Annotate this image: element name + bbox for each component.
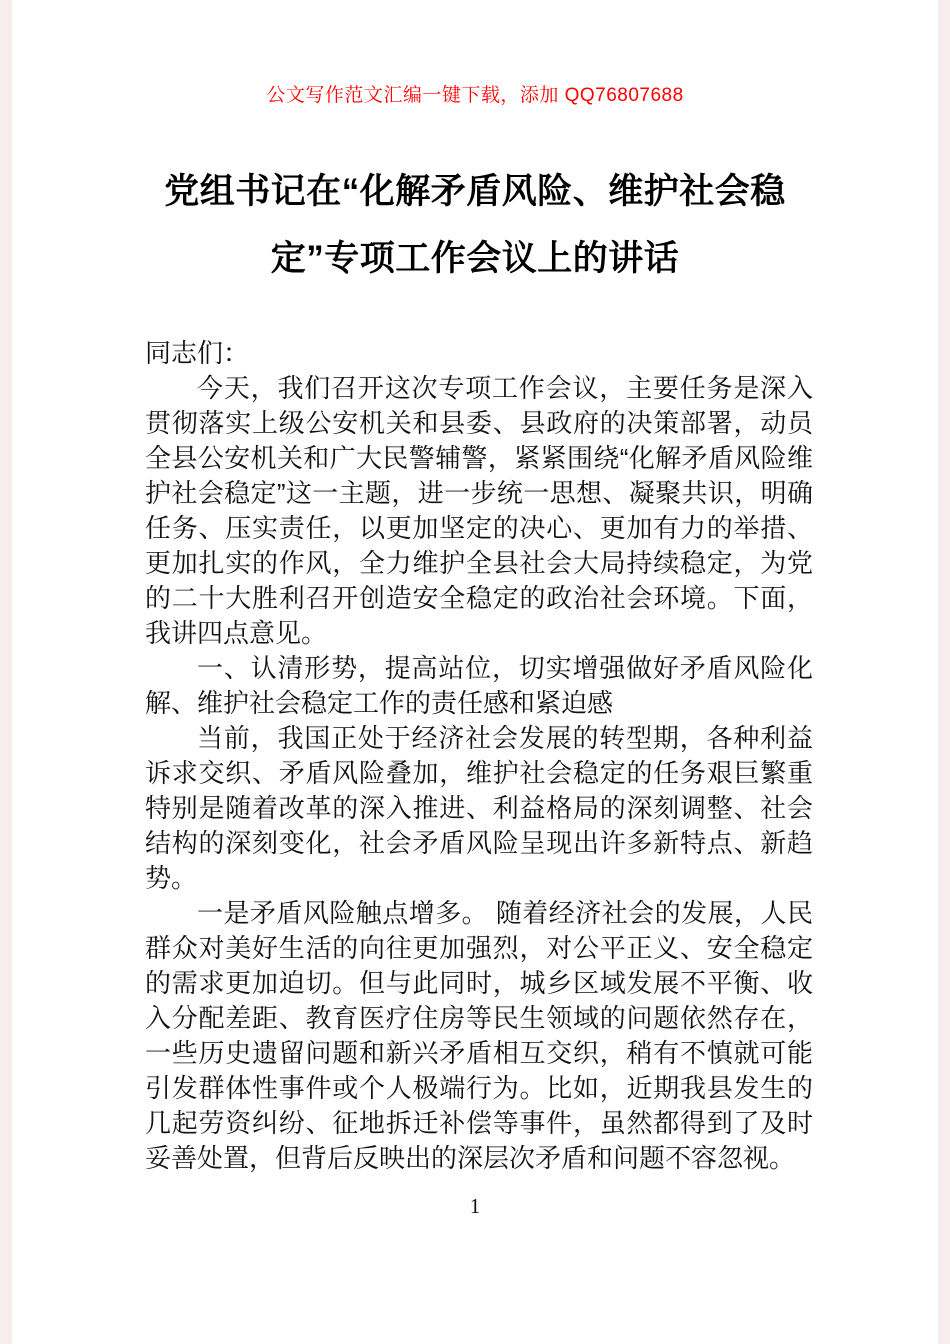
body-paragraph: 一是矛盾风险触点增多。 随着经济社会的发展，人民群众对美好生活的向往更加强烈，对公平正义、安全稳定的需求更加迫切。但与此同时，城乡区域发展不平衡、收入分配差距、教育医疗住房等民生领域的问题依然存在，一些历史遗留问题和新兴矛盾相互交织，稍有不慎就可能引发群体性事件或个人极端行为。比如，近期我县发生的几起劳资纠纷、征地拆迁补偿等事件，虽然都得到了及时妥善处置，但背后反映出的深层次矛盾和问题不容忽视。 (145, 898, 813, 1173)
body-paragraph: 今天，我们召开这次专项工作会议，主要任务是深入贯彻落实上级公安机关和县委、县政府的决策部署，动员全县公安机关和广大民警辅警，紧紧围绕“化解矛盾风险维护社会稳定”这一主题，进一步统一思想、凝聚共识，明确任务、压实责任，以更加坚定的决心、更加有力的举措、更加扎实的作风，全力维护全县社会大局持续稳定，为党的二十大胜利召开创造安全稳定的政治社会环境。下面，我讲四点意见。 (145, 373, 813, 648)
section-heading-paragraph: 一、认清形势，提高站位，切实增强做好矛盾风险化解、维护社会稳定工作的责任感和紧迫感 (145, 653, 813, 718)
salutation-paragraph: 同志们： (145, 338, 250, 368)
document-title: 党组书记在“化解矛盾风险、维护社会稳定”专项工作会议上的讲话 (164, 172, 786, 278)
page-number: 1 (469, 1194, 481, 1218)
body-paragraph: 当前，我国正处于经济社会发展的转型期，各种利益诉求交织、矛盾风险叠加，维护社会稳定的任务艰巨繁重特别是随着改革的深入推进、利益格局的深刻调整、社会结构的深刻变化，社会矛盾风险呈现出许多新特点、新趋势。 (145, 723, 813, 893)
document-body (145, 336, 813, 1176)
promo-banner-text: 公文写作范文汇编一键下载，添加 QQ76807688 (266, 85, 684, 106)
